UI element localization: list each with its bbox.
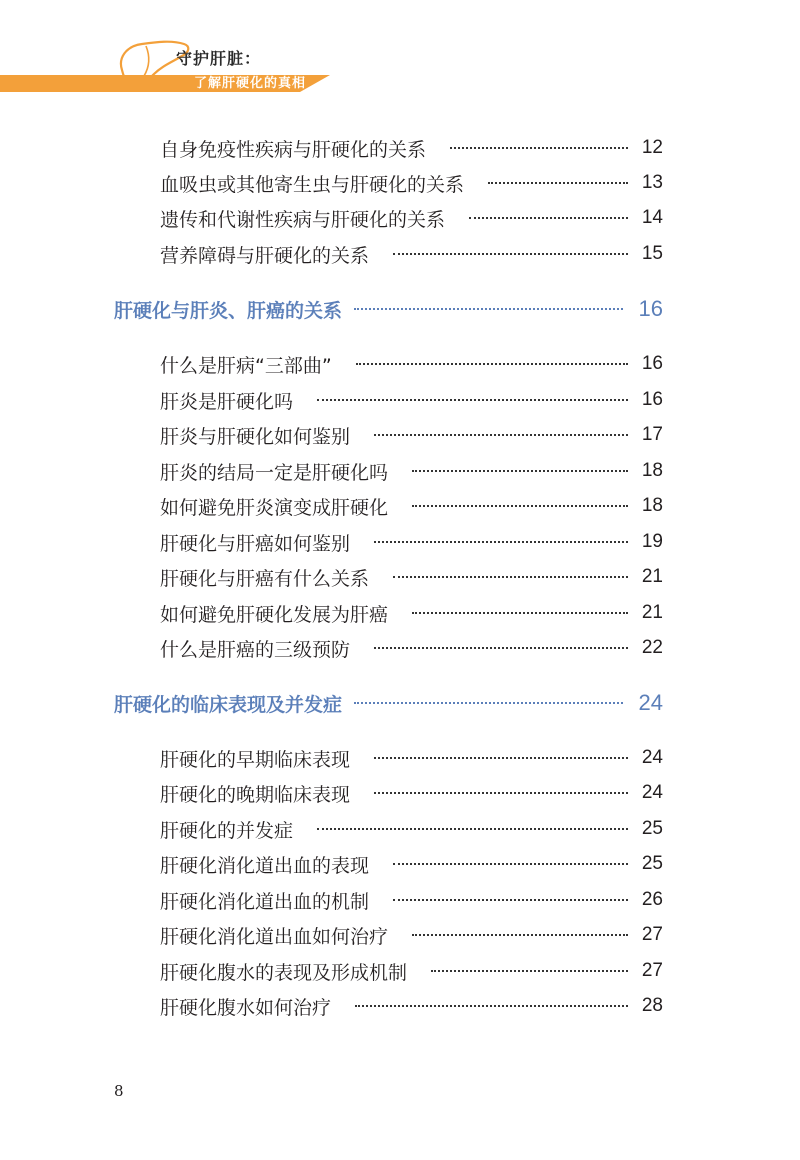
toc-entry[interactable] [160,920,663,950]
book-title: 守护肝脏： [176,49,262,68]
toc-page-number: 25 [641,818,663,839]
toc-entry-title: 遗传和代谢性疾病与肝硬化的关系 [160,208,446,231]
toc-section[interactable] [114,688,663,718]
toc-page-number: 14 [641,207,663,228]
toc-entry[interactable] [160,420,663,450]
toc-entry[interactable] [160,133,663,163]
toc-page-number: 13 [641,172,663,193]
toc-page-number: 24 [641,782,663,803]
dot-leader [488,182,628,184]
toc-entry[interactable] [160,885,663,915]
toc-entry-title: 血吸虫或其他寄生虫与肝硬化的关系 [160,173,465,196]
dot-leader [317,828,628,830]
toc-entry-title: 肝硬化消化道出血的机制 [160,890,370,913]
dot-leader [374,434,628,436]
toc-page-number: 27 [641,960,663,981]
toc-page-number: 18 [641,460,663,481]
toc-page-number: 16 [641,353,663,374]
dot-leader [393,576,628,578]
toc-entry[interactable] [160,385,663,415]
toc-entry-title: 肝炎与肝硬化如何鉴别 [160,425,351,448]
toc-page-number: 27 [641,924,663,945]
dot-leader [317,399,628,401]
dot-leader [374,647,628,649]
dot-leader [355,1005,628,1007]
toc-entry[interactable] [160,203,663,233]
dot-leader [393,899,628,901]
toc-entry[interactable] [160,991,663,1021]
dot-leader [356,363,628,365]
toc-entry-title: 肝硬化与肝癌有什么关系 [160,567,370,590]
toc-page-number: 25 [641,853,663,874]
toc-entry-title: 什么是肝癌的三级预防 [160,638,351,661]
toc-entry-title: 肝硬化的并发症 [160,819,294,842]
toc-page-number: 18 [641,495,663,516]
toc-entry[interactable] [160,849,663,879]
toc-entry[interactable] [160,168,663,198]
toc-entry[interactable] [160,814,663,844]
toc-entry[interactable] [160,743,663,773]
dot-leader [354,702,623,704]
dot-leader [374,541,628,543]
toc-entry[interactable] [160,633,663,663]
dot-leader [354,308,623,310]
dot-leader [450,147,628,149]
toc-entry-title: 肝硬化与肝癌如何鉴别 [160,532,351,555]
toc-entry-title: 肝炎是肝硬化吗 [160,390,294,413]
toc-page-number: 21 [641,602,663,623]
running-header [0,0,800,110]
page-number: 8 [114,1082,124,1100]
toc-page-number: 17 [641,424,663,445]
dot-leader [374,792,628,794]
toc-page-number: 26 [641,889,663,910]
dot-leader [374,757,628,759]
toc-entry[interactable] [160,349,663,379]
toc-page-number: 12 [641,137,663,158]
dot-leader [431,970,628,972]
toc-page-number: 24 [641,747,663,768]
toc-section[interactable] [114,294,663,324]
toc-section-title: 肝硬化的临床表现及并发症 [114,693,343,716]
toc-entry[interactable] [160,778,663,808]
toc-entry-title: 肝硬化腹水的表现及形成机制 [160,961,408,984]
book-subtitle: 了解肝硬化的真相 [194,76,307,91]
dot-leader [393,253,628,255]
toc-entry[interactable] [160,598,663,628]
toc-page-number: 19 [641,531,663,552]
toc-entry[interactable] [160,956,663,986]
toc-entry-title: 肝硬化的晚期临床表现 [160,783,351,806]
toc-entry-title: 如何避免肝炎演变成肝硬化 [160,496,389,519]
toc-page-number: 22 [641,637,663,658]
toc-page-number: 16 [638,296,663,321]
dot-leader [412,612,628,614]
toc-entry[interactable] [160,491,663,521]
dot-leader [412,470,628,472]
toc-entry-title: 肝硬化的早期临床表现 [160,748,351,771]
dot-leader [393,863,628,865]
toc-page-number: 28 [641,995,663,1016]
toc-entry-title: 肝硬化消化道出血如何治疗 [160,925,389,948]
toc-section-title: 肝硬化与肝炎、肝癌的关系 [114,299,343,322]
toc-entry-title: 肝炎的结局一定是肝硬化吗 [160,461,389,484]
toc-entry[interactable] [160,456,663,486]
toc-entry-title: 肝硬化腹水如何治疗 [160,996,332,1019]
dot-leader [412,934,628,936]
toc-page-number: 24 [638,690,663,715]
dot-leader [412,505,628,507]
toc-entry[interactable] [160,239,663,269]
toc-entry[interactable] [160,527,663,557]
dot-leader [469,217,628,219]
toc-entry-title: 自身免疫性疾病与肝硬化的关系 [160,138,427,161]
toc-entry-title: 什么是肝病“三部曲” [160,354,332,377]
toc-page-number: 15 [641,243,663,264]
toc-entry[interactable] [160,562,663,592]
toc-page-number: 16 [641,389,663,410]
toc-entry-title: 肝硬化消化道出血的表现 [160,854,370,877]
toc-entry-title: 如何避免肝硬化发展为肝癌 [160,603,389,626]
toc-entry-title: 营养障碍与肝硬化的关系 [160,244,370,267]
toc-page-number: 21 [641,566,663,587]
